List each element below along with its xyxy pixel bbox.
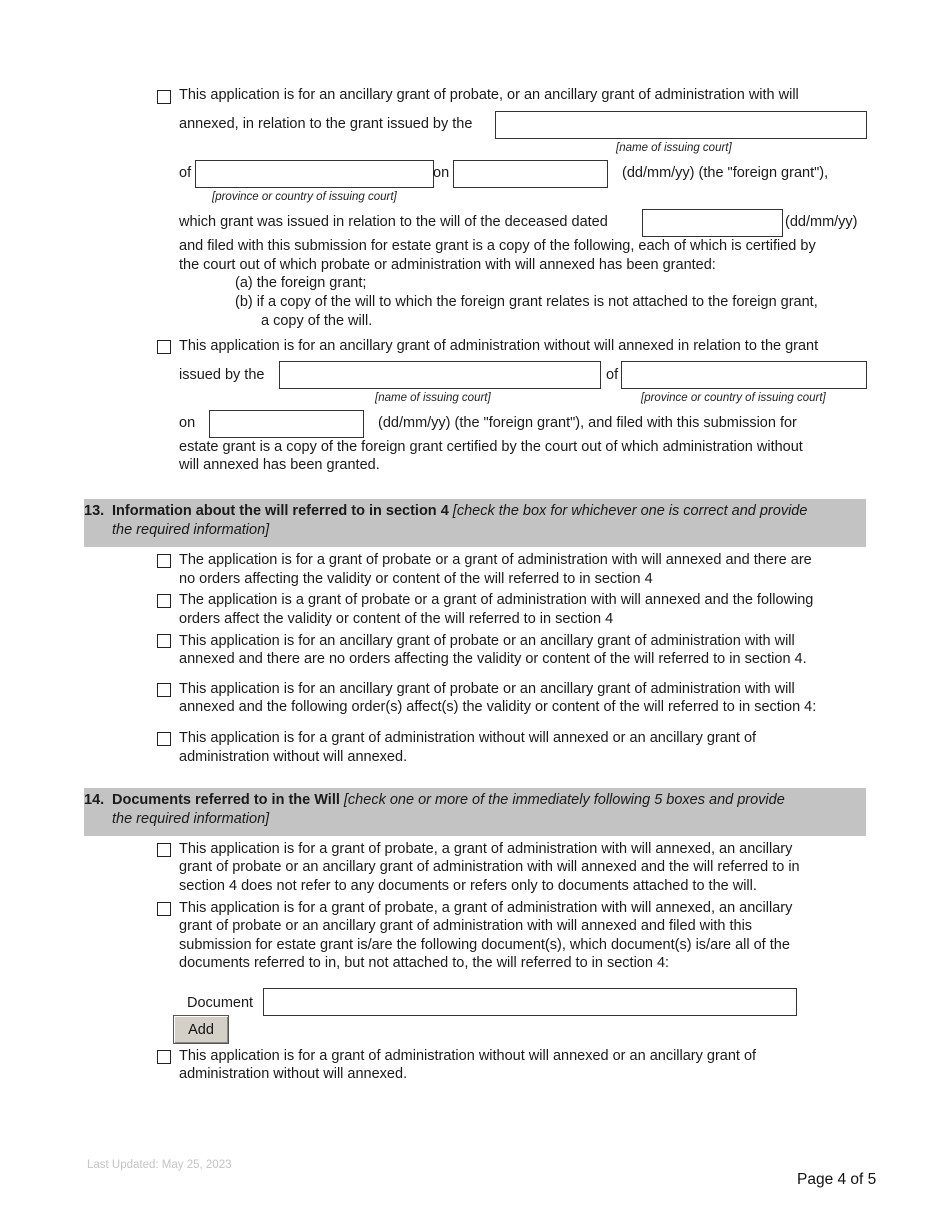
option-text: orders affect the validity or content of the will referred to in section 4	[179, 611, 614, 627]
last-updated-text: Last Updated: May 25, 2023	[87, 1159, 232, 1171]
issuing-court-caption: [name of issuing court]	[375, 392, 491, 404]
issuing-province-caption: [province or country of issuing court]	[641, 392, 826, 404]
option-text: The application is a grant of probate or a grant of administration with will annexed and the following	[179, 592, 814, 608]
option-text: This application is for a grant of administration without will annexed or an ancillary grant of	[179, 730, 757, 746]
on-label: on	[179, 415, 196, 431]
option-text: This application is for a grant of probate, a grant of administration with will annexed, an ancillary	[179, 841, 793, 857]
section-13-header	[84, 499, 866, 547]
list-item: (b) if a copy of the will to which the foreign grant relates is not attached to the foreign grant,	[235, 294, 818, 310]
section-instruction: the required information]	[112, 811, 270, 827]
page-number: Page 4 of 5	[797, 1171, 877, 1188]
date-format-hint: (dd/mm/yy) (the "foreign grant"),	[622, 165, 829, 181]
date-format-hint: (dd/mm/yy) (the "foreign grant"), and filed with this submission for	[378, 415, 797, 431]
section-title: Information about the will referred to in section 4	[112, 503, 449, 519]
of-label: of	[179, 165, 192, 181]
list-item: (a) the foreign grant;	[235, 275, 367, 291]
filed-text: and filed with this submission for estate grant is a copy of the following, each of which is certified by	[179, 238, 816, 254]
document-label: Document	[187, 995, 254, 1011]
issuing-province-field[interactable]	[195, 160, 434, 188]
will-info-option-checkbox[interactable]	[157, 732, 171, 746]
date-format-hint: (dd/mm/yy)	[785, 214, 858, 230]
will-info-option-checkbox[interactable]	[157, 594, 171, 608]
will-date-field[interactable]	[642, 209, 783, 237]
option-text: documents referred to in, but not attached to, the will referred to in section 4:	[179, 955, 670, 971]
issuing-court-caption: [name of issuing court]	[616, 142, 732, 154]
will-info-option-checkbox[interactable]	[157, 634, 171, 648]
issuing-court-field[interactable]	[495, 111, 867, 139]
foreign-grant-date-field[interactable]	[209, 410, 364, 438]
option-text: The application is for a grant of probate or a grant of administration with will annexed and there are	[179, 552, 812, 568]
issuing-court-field[interactable]	[279, 361, 601, 389]
add-document-button[interactable]: Add	[173, 1015, 229, 1044]
option-text: grant of probate or an ancillary grant of administration with will annexed and filed with this	[179, 918, 753, 934]
documents-option-checkbox[interactable]	[157, 843, 171, 857]
ancillary-admin-checkbox[interactable]	[157, 340, 171, 354]
section-title: Documents referred to in the Will	[112, 792, 340, 808]
ancillary-probate-text: This application is for an ancillary grant of probate, or an ancillary grant of administration with will	[179, 87, 799, 103]
issued-by-label: issued by the	[179, 367, 265, 383]
of-label: of	[606, 367, 619, 383]
option-text: grant of probate or an ancillary grant of administration with will annexed and the will referred to in	[179, 859, 800, 875]
section-14-header	[84, 788, 866, 836]
document-field[interactable]	[263, 988, 797, 1016]
list-item: a copy of the will.	[261, 313, 373, 329]
option-text: annexed and the following order(s) affect(s) the validity or content of the will referred to in section 4:	[179, 699, 817, 715]
issuing-province-field[interactable]	[621, 361, 867, 389]
option-text: administration without will annexed.	[179, 749, 408, 765]
foreign-grant-date-field[interactable]	[453, 160, 608, 188]
ancillary-admin-text: This application is for an ancillary grant of administration without will annexed in relation to the grant	[179, 338, 819, 354]
filed-text: the court out of which probate or administration with will annexed has been granted:	[179, 257, 716, 273]
ancillary-probate-text: annexed, in relation to the grant issued by the	[179, 116, 473, 132]
option-text: This application is for an ancillary grant of probate or an ancillary grant of administration with will	[179, 633, 795, 649]
option-text: annexed and there are no orders affecting the validity or content of the will referred to in section 4.	[179, 651, 807, 667]
ancillary-admin-text: will annexed has been granted.	[179, 457, 380, 473]
issuing-province-caption: [province or country of issuing court]	[212, 191, 397, 203]
section-number: 14.	[84, 792, 105, 808]
section-number: 13.	[84, 503, 105, 519]
ancillary-admin-text: estate grant is a copy of the foreign grant certified by the court out of which administration without	[179, 439, 803, 455]
will-dated-text: which grant was issued in relation to the will of the deceased dated	[179, 214, 608, 230]
option-text: This application is for an ancillary grant of probate or an ancillary grant of administration with will	[179, 681, 795, 697]
option-text: administration without will annexed.	[179, 1066, 408, 1082]
option-text: This application is for a grant of probate, a grant of administration with will annexed, an ancillary	[179, 900, 793, 916]
option-text: no orders affecting the validity or content of the will referred to in section 4	[179, 571, 653, 587]
will-info-option-checkbox[interactable]	[157, 683, 171, 697]
documents-option-checkbox[interactable]	[157, 902, 171, 916]
option-text: This application is for a grant of administration without will annexed or an ancillary grant of	[179, 1048, 757, 1064]
section-instruction: [check one or more of the immediately following 5 boxes and provide	[343, 792, 785, 808]
section-instruction: the required information]	[112, 522, 270, 538]
ancillary-probate-checkbox[interactable]	[157, 90, 171, 104]
option-text: submission for estate grant is/are the following document(s), which document(s) is/are all of the	[179, 937, 790, 953]
section-instruction: [check the box for whichever one is correct and provide	[452, 503, 808, 519]
will-info-option-checkbox[interactable]	[157, 554, 171, 568]
option-text: section 4 does not refer to any documents or refers only to documents attached to the will.	[179, 878, 757, 894]
documents-option-checkbox[interactable]	[157, 1050, 171, 1064]
on-label: on	[433, 165, 450, 181]
